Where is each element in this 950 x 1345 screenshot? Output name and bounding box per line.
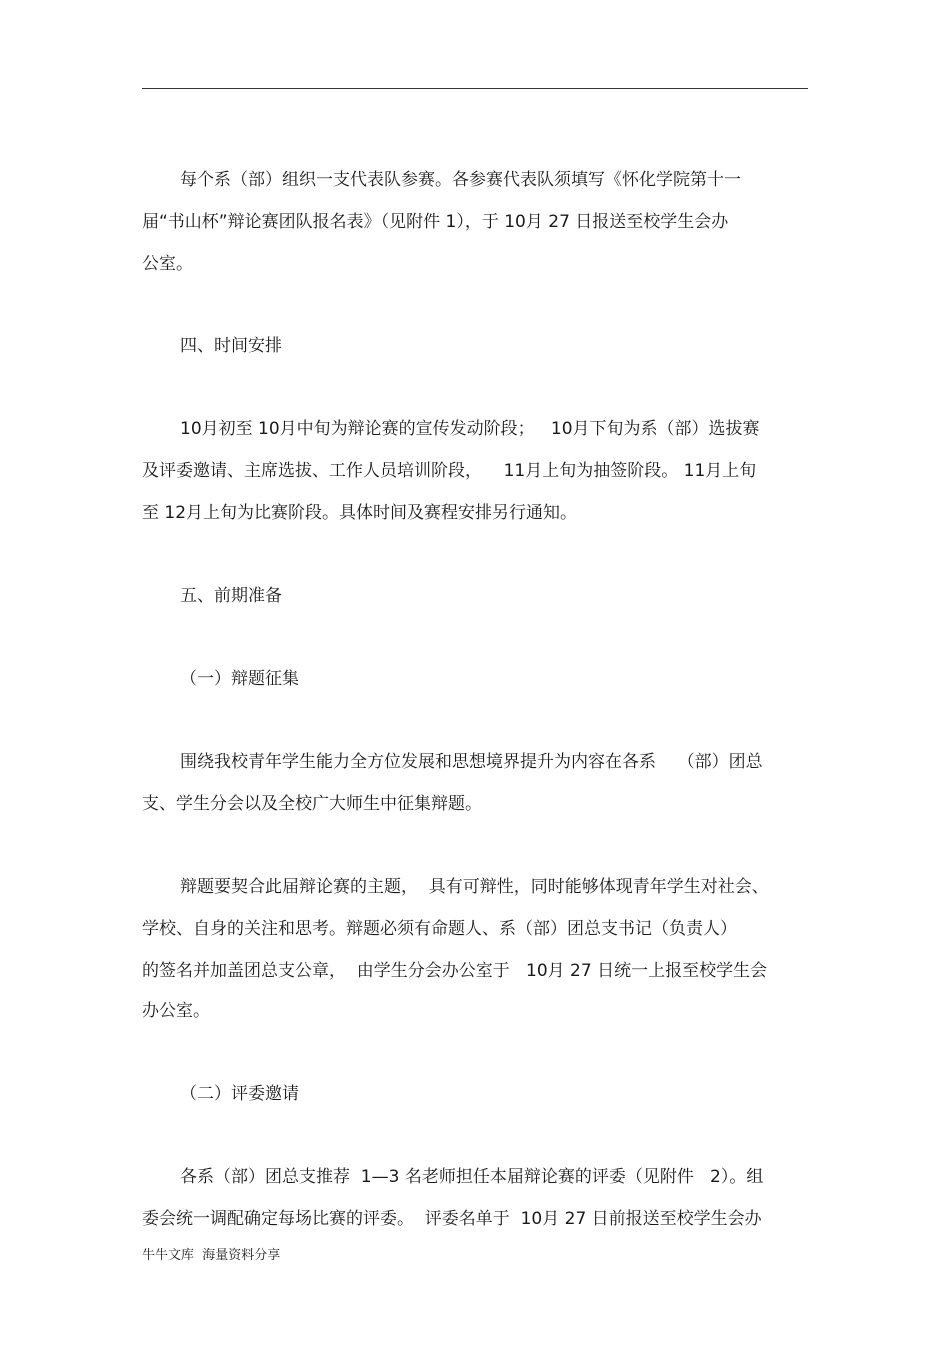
paragraph-line: 支、学生分会以及全校广大师生中征集辩题。 [142,794,482,814]
paragraph-line: 委会统一调配确定每场比赛的评委。 评委名单于 10月 27 日前报送至校学生会办 [142,1209,762,1229]
subsection-heading: （二）评委邀请 [180,1084,299,1104]
paragraph-line: 公室。 [142,254,193,274]
paragraph-line: 办公室。 [142,1001,210,1021]
paragraph-line: 各系（部）团总支推荐 1—3 名老师担任本届辩论赛的评委（见附件 2）。组 [180,1167,764,1187]
paragraph-line: 10月初至 10月中旬为辩论赛的宣传发动阶段； 10月下旬为系（部）选拔赛 [180,419,760,439]
paragraph-line: 每个系（部）组织一支代表队参赛。各参赛代表队须填写《怀化学院第十一 [180,170,741,190]
subsection-heading: （一）辩题征集 [180,669,299,689]
paragraph-line: 辩题要契合此届辩论赛的主题， 具有可辩性，同时能够体现青年学生对社会、 [180,877,769,897]
section-heading: 五、前期准备 [180,586,282,606]
paragraph-line: 围绕我校青年学生能力全方位发展和思想境界提升为内容在各系 （部）团总 [180,752,763,772]
page-footer: 牛牛文库 海量资料分享 [142,1248,281,1263]
paragraph-line: 的签名并加盖团总支公章， 由学生分会办公室于 10月 27 日统一上报至校学生会 [142,961,768,981]
section-heading: 四、时间安排 [180,336,282,356]
paragraph-line: 届“书山杯”辩论赛团队报名表》（见附件 1），于 10月 27 日报送至校学生会办 [142,212,729,232]
paragraph-line: 至 12月上旬为比赛阶段。具体时间及赛程安排另行通知。 [142,503,578,523]
paragraph-line: 学校、自身的关注和思考。辩题必须有命题人、系（部）团总支书记（负责人） [142,919,737,939]
header-rule [142,88,808,89]
paragraph-line: 及评委邀请、主席选拔、工作人员培训阶段， 11月上旬为抽签阶段。 11月上旬 [142,461,757,481]
